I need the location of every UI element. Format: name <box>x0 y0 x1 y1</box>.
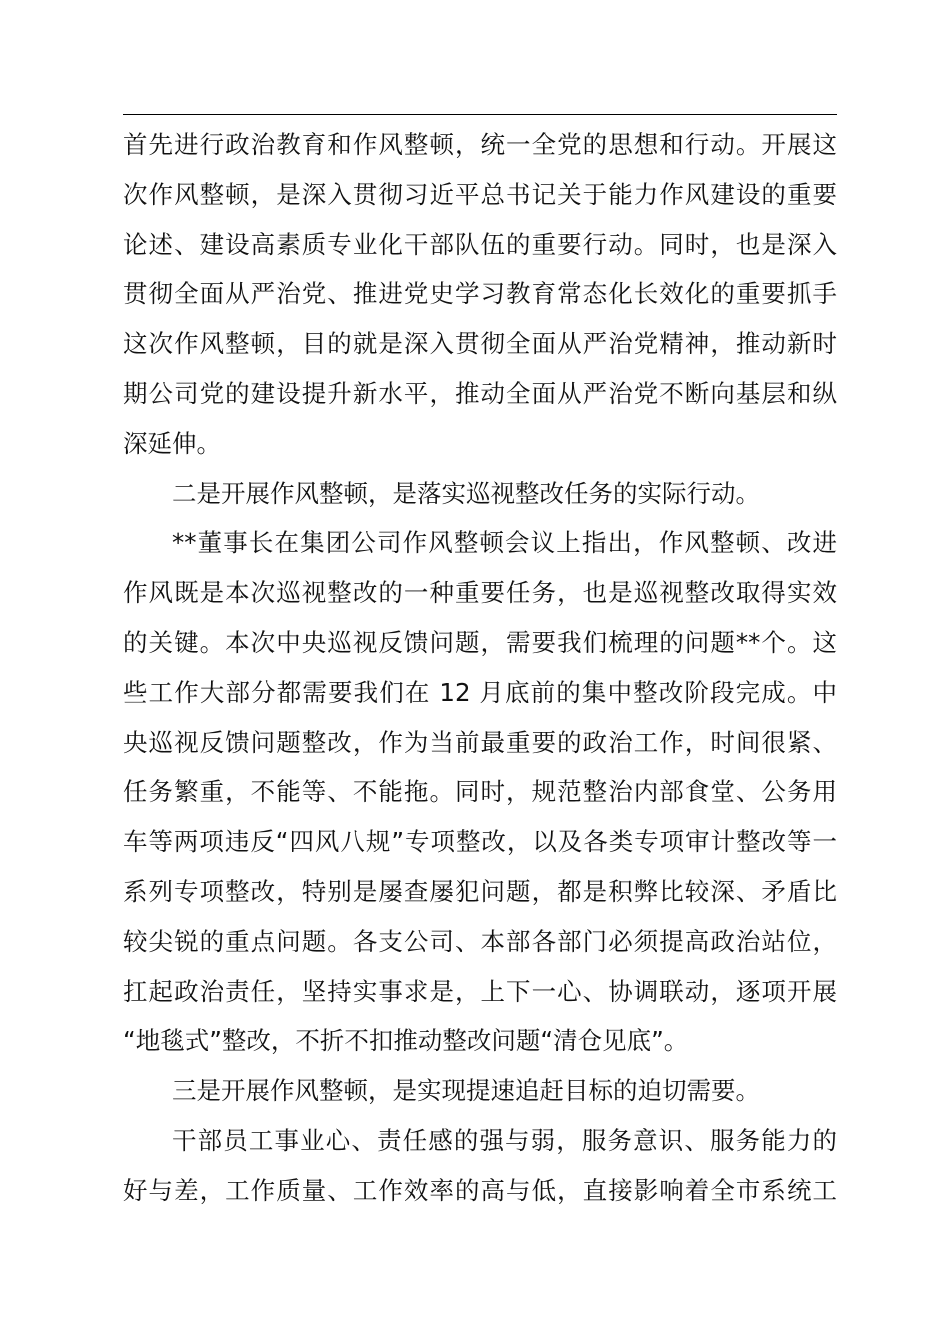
text-line: 的关键。本次中央巡视反馈问题，需要我们梳理的问题**个。这 <box>123 627 837 657</box>
document-body <box>123 120 837 1216</box>
text-line: 期公司党的建设提升新水平，推动全面从严治党不断向基层和纵 <box>123 378 837 408</box>
text-line: 这次作风整顿，目的就是深入贯彻全面从严治党精神，推动新时 <box>123 329 837 359</box>
text-line: 央巡视反馈问题整改，作为当前最重要的政治工作，时间很紧、 <box>123 727 837 757</box>
section-heading-2: 二是开展作风整顿，是落实巡视整改任务的实际行动。 <box>172 478 760 508</box>
text-line: 任务繁重，不能等、不能拖。同时，规范整治内部食堂、公务用 <box>123 777 837 807</box>
text-line: **董事长在集团公司作风整顿会议上指出，作风整顿、改进 <box>172 528 837 558</box>
text-line: 系列专项整改，特别是屡查屡犯问题，都是积弊比较深、矛盾比 <box>123 876 837 906</box>
text-line: 贯彻全面从严治党、推进党史学习教育常态化长效化的重要抓手 <box>123 279 837 309</box>
text-line: 扛起政治责任，坚持实事求是，上下一心、协调联动，逐项开展 <box>123 976 837 1006</box>
text-line: 车等两项违反“四风八规”专项整改，以及各类专项审计整改等一 <box>123 827 837 857</box>
text-line: 深延伸。 <box>123 428 221 458</box>
text-line: 些工作大部分都需要我们在 12 月底前的集中整改阶段完成。中 <box>123 677 837 707</box>
text-line: 好与差，工作质量、工作效率的高与低，直接影响着全市系统工 <box>123 1175 837 1205</box>
text-line: “地毯式”整改，不折不扣推动整改问题“清仓见底”。 <box>123 1026 689 1056</box>
text-line: 论述、建设高素质专业化干部队伍的重要行动。同时，也是深入 <box>123 229 837 259</box>
text-line: 干部员工事业心、责任感的强与弱，服务意识、服务能力的 <box>172 1125 837 1155</box>
text-line: 首先进行政治教育和作风整顿，统一全党的思想和行动。开展这 <box>123 130 837 159</box>
text-line: 较尖锐的重点问题。各支公司、本部各部门必须提高政治站位， <box>123 926 837 956</box>
header-rule <box>123 114 837 115</box>
text-line: 作风既是本次巡视整改的一种重要任务，也是巡视整改取得实效 <box>123 578 837 608</box>
text-line: 次作风整顿，是深入贯彻习近平总书记关于能力作风建设的重要 <box>123 179 837 209</box>
section-heading-3: 三是开展作风整顿，是实现提速追赶目标的迫切需要。 <box>172 1076 760 1106</box>
